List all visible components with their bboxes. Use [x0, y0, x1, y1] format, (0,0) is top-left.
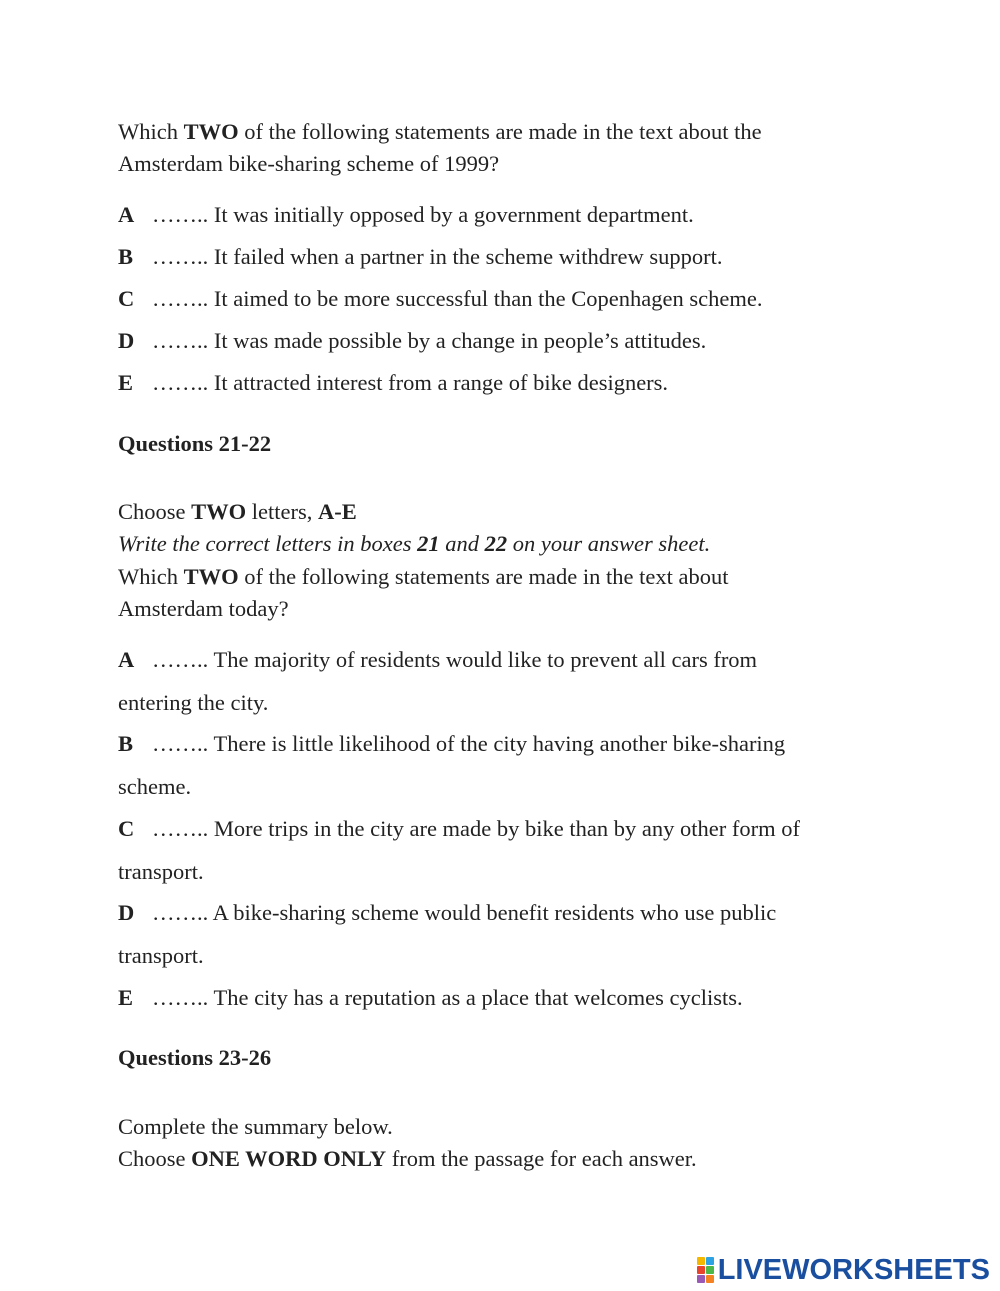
option-text: The city has a reputation as a place that welcomes cyclists. [213, 985, 743, 1010]
instr-text: Choose [118, 1146, 192, 1171]
instr-text: Write the correct letters in boxes [118, 531, 418, 556]
q-emphasis: TWO [183, 119, 239, 144]
option-letter: C [118, 816, 135, 841]
answer-blank[interactable]: …….. [152, 900, 209, 925]
answer-blank[interactable]: …….. [152, 244, 209, 269]
instruction-complete: Complete the summary below. [118, 1114, 393, 1139]
answer-blank[interactable]: …….. [152, 286, 209, 311]
instruction-choose [118, 1143, 697, 1175]
option-letter: B [118, 244, 134, 269]
option-c [118, 813, 800, 845]
section-heading: Questions 23-26 [118, 1045, 272, 1070]
instr-emphasis: A-E [318, 499, 357, 524]
answer-blank[interactable]: …….. [152, 647, 209, 672]
option-b [118, 728, 785, 760]
option-letter: A [118, 647, 135, 672]
option-a [118, 644, 757, 676]
logo-mark-icon [697, 1257, 714, 1283]
instr-emphasis: 22 [484, 531, 508, 556]
logo-text: LIVEWORKSHEETS [717, 1253, 990, 1286]
option-d [118, 325, 706, 357]
option-letter: C [118, 286, 135, 311]
instr-text: and [439, 531, 485, 556]
instruction-write [118, 528, 710, 560]
option-text-continued: entering the city. [118, 690, 269, 715]
option-e [118, 367, 668, 399]
option-b [118, 241, 722, 273]
instr-text: from the passage for each answer. [386, 1146, 697, 1171]
option-letter: E [118, 370, 134, 395]
liveworksheets-logo[interactable] [697, 1253, 990, 1287]
option-letter: A [118, 202, 135, 227]
answer-blank[interactable]: …….. [152, 816, 209, 841]
q-emphasis: TWO [183, 564, 239, 589]
instr-text: letters, [246, 499, 318, 524]
option-text-continued: scheme. [118, 774, 192, 799]
option-e [118, 982, 743, 1014]
option-letter: B [118, 731, 134, 756]
option-letter: E [118, 985, 134, 1010]
section1-question [118, 116, 762, 148]
instr-emphasis: ONE WORD ONLY [191, 1146, 387, 1171]
option-c [118, 283, 762, 315]
option-text-continued: transport. [118, 859, 204, 884]
answer-blank[interactable]: …….. [152, 985, 209, 1010]
q-text: Which [118, 119, 184, 144]
instr-emphasis: TWO [191, 499, 247, 524]
option-text: It attracted interest from a range of bike designers. [213, 370, 669, 395]
instr-emphasis: 21 [417, 531, 440, 556]
option-text: It failed when a partner in the scheme withdrew support. [213, 244, 723, 269]
option-text-continued: transport. [118, 943, 204, 968]
q-text: of the following statements are made in the text about the [238, 119, 762, 144]
option-text: The majority of residents would like to prevent all cars from [213, 647, 758, 672]
instr-text: on your answer sheet. [507, 531, 711, 556]
option-letter: D [118, 900, 135, 925]
option-text: It aimed to be more successful than the Copenhagen scheme. [213, 286, 763, 311]
q-text: Which [118, 564, 184, 589]
option-d [118, 897, 776, 929]
section2-question [118, 561, 728, 593]
option-text: There is little likelihood of the city having another bike-sharing [213, 731, 786, 756]
answer-blank[interactable]: …….. [152, 328, 209, 353]
option-text: A bike-sharing scheme would benefit residents who use public [212, 900, 777, 925]
q-text: of the following statements are made in the text about [238, 564, 729, 589]
option-text: It was made possible by a change in people’s attitudes. [213, 328, 707, 353]
instr-text: Choose [118, 499, 192, 524]
option-text: It was initially opposed by a government department. [213, 202, 694, 227]
instruction-choose [118, 496, 357, 528]
option-a [118, 199, 694, 231]
section-heading: Questions 21-22 [118, 431, 272, 456]
section2-question-line2: Amsterdam today? [118, 596, 289, 621]
section1-question-line2: Amsterdam bike-sharing scheme of 1999? [118, 151, 500, 176]
answer-blank[interactable]: …….. [152, 731, 209, 756]
option-text: More trips in the city are made by bike than by any other form of [213, 816, 800, 841]
answer-blank[interactable]: …….. [152, 202, 209, 227]
option-letter: D [118, 328, 135, 353]
answer-blank[interactable]: …….. [152, 370, 209, 395]
